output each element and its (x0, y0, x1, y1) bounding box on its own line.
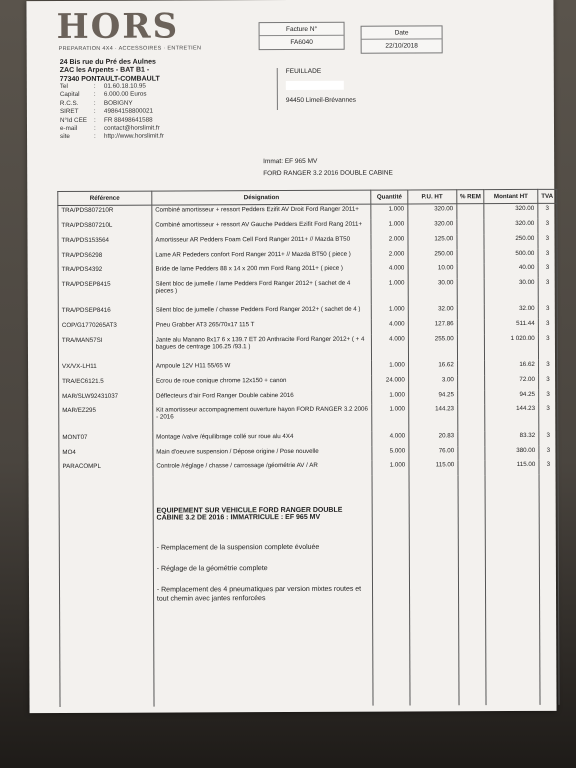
detail-row: site : http://www.horslimit.fr (60, 132, 164, 141)
cell-desc: Jante alu Manano 8x17 6 x 139.7 ET 20 Anthracite Ford Ranger 2012+ ( + 4 bagues de centrage 106.25 /93.1 ) (152, 335, 372, 362)
cell-qty: 2.000 (372, 249, 408, 264)
cell-ref: TRA/EC6121.5 (59, 377, 153, 392)
cell-montant: 16.62 (485, 360, 538, 375)
cell-rem (457, 334, 485, 360)
summary-item: - Remplacement de la suspension complete évoluée (156, 544, 320, 552)
cell-desc: Déflecteurs d'air Ford Ranger Double cabine 2016 (152, 390, 372, 406)
cell-pu: 255.00 (408, 334, 457, 360)
address-line: 77340 PONTAULT-COMBAULT (59, 75, 160, 83)
cell-montant: 511.44 (485, 319, 538, 334)
cell-rem (458, 446, 486, 461)
cell-montant: 500.00 (485, 249, 538, 264)
company-address (60, 59, 160, 84)
cell-qty: 1.000 (371, 220, 407, 235)
col-ref: Référence (58, 191, 152, 205)
cell-tva: 3 (538, 263, 557, 278)
table-row (59, 404, 558, 432)
cell-tva: 3 (538, 278, 557, 304)
cell-desc: Amortisseur AR Pedders Foam Cell Ford Ranger 2011+ // Mazda BT50 (152, 235, 372, 251)
cell-pu: 94.25 (408, 390, 457, 405)
cell-tva: 3 (538, 248, 557, 263)
cell-pu: 115.00 (409, 461, 458, 476)
summary-item: - Remplacement des 4 pneumatiques par version mixtes routes et tout chemin avec jantes renforcées (156, 585, 362, 603)
vehicle-immat: Immat: EF 965 MV (263, 157, 318, 166)
cell-rem (457, 375, 485, 390)
cell-tva: 3 (538, 390, 557, 405)
invoice-sheet (26, 0, 556, 713)
cell-qty: 1.000 (372, 361, 408, 376)
cell-ref: TRA/MAN57SI (58, 336, 152, 363)
invoice-number-label: Facture N° (260, 23, 344, 36)
col-qty: Quantité (371, 190, 407, 204)
detail-row: R.C.S. : BOBIGNY (59, 99, 133, 107)
cell-tva: 3 (538, 304, 557, 319)
redacted-address (286, 81, 344, 90)
detail-row: Tel : 01.60.18.10.95 (59, 82, 146, 91)
cell-ref: TRA/PDS807210L (58, 221, 152, 236)
cell-rem (457, 305, 485, 320)
invoice-date: 22/10/2018 (385, 42, 418, 50)
cell-pu: 250.00 (408, 249, 457, 264)
cell-qty: 1.000 (372, 279, 408, 305)
invoice-date-box (361, 25, 443, 53)
cell-montant: 72.00 (485, 375, 538, 390)
detail-row: Capital : 6.000.00 Euros (59, 91, 147, 99)
cell-montant: 250.00 (484, 234, 537, 249)
cell-rem (457, 249, 485, 264)
work-summary (157, 543, 370, 604)
invoice-lines-table (57, 189, 559, 707)
equipment-row (59, 475, 559, 707)
cell-rem (457, 204, 485, 220)
cell-ref: TRA/PDS153564 (58, 235, 152, 250)
company-logo: HORS (56, 6, 180, 48)
table-row (58, 334, 557, 362)
cell-qty: 1.000 (371, 204, 407, 220)
equipment-title: EQUIPEMENT SUR VEHICULE FORD RANGER DOUBLE CABINE 3.2 DE 2016 : IMMATRICULE : EF 965 MV (156, 506, 343, 522)
cell-desc: Combiné amortisseur + ressort Pedders Ezifit AV Droit Ford Ranger 2011+ (152, 204, 372, 221)
cell-qty: 24.000 (372, 375, 408, 390)
cell-ref: PARACOMPL (59, 462, 153, 477)
cell-montant: 320.00 (484, 219, 537, 234)
cell-qty: 4.000 (372, 334, 408, 360)
cell-montant: 83.32 (485, 431, 538, 446)
cell-qty: 4.000 (372, 264, 408, 279)
cell-montant: 144.23 (485, 404, 538, 430)
cell-qty: 1.000 (372, 305, 408, 320)
cell-ref: TRA/PDSEP8416 (58, 306, 152, 321)
cell-ref: TRA/PDS807210R (58, 205, 152, 221)
cell-tva: 3 (539, 445, 558, 460)
cell-tva: 3 (538, 375, 557, 390)
cell-montant: 380.00 (485, 445, 538, 460)
cell-pu: 125.00 (408, 234, 457, 249)
cell-ref: TRA/PDSEP8415 (58, 280, 152, 307)
cell-desc: Kit amortisseur accompagnement ouverture hayon FORD RANGER 3.2 2006 - 2016 (153, 405, 373, 432)
cell-desc: Main d'oeuvre suspension / Dépose origine / Pose nouvelle (153, 446, 373, 462)
cell-rem (457, 405, 485, 431)
cell-desc: Ampoule 12V H11 55/65 W (152, 361, 372, 377)
cell-tva: 3 (538, 219, 557, 234)
cell-rem (458, 431, 486, 446)
cell-tva: 3 (538, 319, 557, 334)
address-line: ZAC les Arpents - BAT B1 - (59, 66, 150, 75)
table-row (58, 278, 557, 306)
cell-desc: Lame AR Pededers confort Ford Ranger 2011+ // Mazda BT50 ( piece ) (152, 249, 372, 265)
cell-qty: 4.000 (372, 320, 408, 335)
cell-tva: 3 (538, 203, 557, 219)
cell-rem (458, 460, 486, 475)
cell-tva: 3 (539, 460, 558, 475)
cell-tva: 3 (538, 404, 557, 430)
cell-desc: Combiné amortisseur + ressort AV Gauche Pedders Ezifit Ford Rang 2011+ (152, 220, 372, 236)
cell-desc: Montage /valve /équilibrage collé sur roue alu 4X4 (153, 431, 373, 447)
cell-qty: 4.000 (372, 431, 408, 446)
cell-ref: MO4 (59, 447, 153, 462)
cell-ref: COP/G1770265AT3 (58, 321, 152, 336)
company-details (60, 83, 164, 142)
cell-rem (457, 319, 485, 334)
detail-row: N°Id CEE : FR 88498641588 (59, 116, 153, 124)
cell-pu: 16.62 (408, 360, 457, 375)
cell-tva: 3 (538, 234, 557, 249)
cell-pu: 20.83 (409, 431, 458, 446)
cell-montant: 30.00 (485, 278, 538, 304)
cell-ref: MONT07 (59, 432, 153, 447)
cell-ref: MAR/SLW92431037 (59, 391, 153, 406)
client-name: FEUILLADE (285, 67, 322, 76)
vehicle-model: FORD RANGER 3.2 2016 DOUBLE CABINE (263, 169, 393, 178)
col-tva: TVA (538, 189, 557, 203)
cell-pu: 30.00 (408, 278, 457, 304)
cell-qty: 1.000 (372, 405, 408, 431)
cell-rem (457, 264, 485, 279)
cell-rem (457, 390, 485, 405)
cell-rem (457, 360, 485, 375)
client-block (277, 67, 516, 110)
col-pu: P.U. HT (407, 190, 456, 204)
cell-tva: 3 (539, 431, 558, 446)
cell-qty: 2.000 (371, 234, 407, 249)
cell-pu: 144.23 (408, 405, 457, 431)
cell-ref: MAR/EZ295 (59, 406, 153, 433)
cell-qty: 5.000 (372, 446, 408, 461)
col-montant: Montant HT (484, 189, 537, 203)
address-line: 24 Bis rue du Pré des Aulnes (59, 58, 156, 67)
cell-ref: TRA/PDS6298 (58, 250, 152, 265)
cell-desc: Ecrou de roue conique chrome 12x150 + canon (152, 376, 372, 392)
cell-pu: 127.86 (408, 319, 457, 334)
cell-pu: 10.00 (408, 264, 457, 279)
cell-pu: 3.00 (408, 375, 457, 390)
cell-qty: 1.000 (372, 461, 408, 476)
cell-montant: 320.00 (484, 203, 537, 219)
detail-row: SIRET : 49864158800021 (59, 107, 153, 116)
cell-ref: TRA/PDS4392 (58, 265, 152, 280)
cell-desc: Pneu Grabber AT3 265/70x17 115 T (152, 320, 372, 336)
client-city: 94450 Limeil-Brévannes (285, 96, 357, 105)
vehicle-info (263, 156, 393, 181)
cell-pu: 32.00 (408, 305, 457, 320)
cell-montant: 94.25 (485, 390, 538, 405)
cell-desc: Bride de lame Pedders 88 x 14 x 200 mm Ford Rang 2011+ ( piece ) (152, 264, 372, 280)
cell-rem (457, 234, 485, 249)
col-desc: Désignation (152, 190, 372, 205)
cell-pu: 320.00 (408, 219, 457, 234)
invoice-number: FA6040 (290, 38, 313, 47)
invoice-number-box (259, 22, 345, 50)
cell-montant: 1 020.00 (485, 334, 538, 360)
col-rem: % REM (457, 190, 485, 204)
cell-desc: Silent bloc de jumelle / lame Pedders Ford Ranger 2012+ ( sachet de 4 pieces ) (152, 279, 372, 306)
cell-rem (457, 278, 485, 304)
summary-item: - Réglage de la géométrie complete (156, 565, 268, 573)
cell-qty: 1.000 (372, 390, 408, 405)
cell-pu: 76.00 (409, 446, 458, 461)
cell-ref: VX/VX-LH11 (59, 362, 153, 377)
detail-row: e-mail : contact@horslimit.fr (59, 124, 160, 133)
cell-tva: 3 (538, 360, 557, 375)
cell-desc: Controle /réglage / chasse / carrossage /géométrie AV / AR (153, 461, 373, 477)
cell-montant: 115.00 (485, 460, 538, 475)
cell-montant: 40.00 (485, 263, 538, 278)
cell-tva: 3 (538, 334, 557, 360)
cell-rem (457, 219, 485, 234)
invoice-date-label: Date (362, 26, 442, 39)
cell-montant: 32.00 (485, 304, 538, 319)
company-tagline: PREPARATION 4X4 · ACCESSOIRES · ENTRETIEN (58, 45, 202, 53)
cell-pu: 320.00 (408, 204, 457, 220)
cell-desc: Silent bloc de jumelle / chasse Pedders Ford Ranger 2012+ ( sachet de 4 ) (152, 305, 372, 321)
